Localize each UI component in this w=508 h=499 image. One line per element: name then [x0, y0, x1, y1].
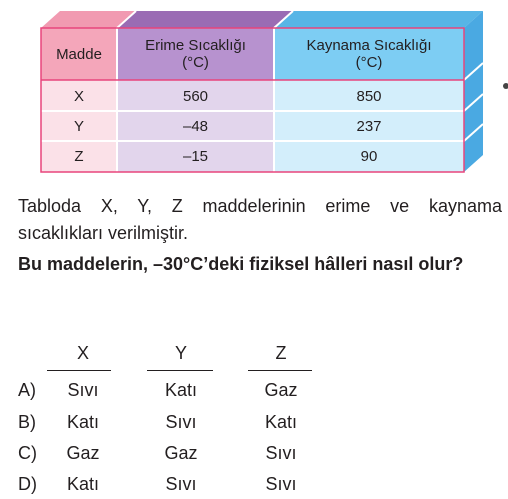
option-value: Sıvı [265, 443, 297, 463]
question-stem [18, 193, 502, 247]
table-top-face-kaynama [274, 11, 483, 28]
table-cell: 237 [356, 117, 382, 135]
stem-line-2: sıcaklıkları verilmiştir. [18, 223, 189, 243]
table-cell: X [73, 87, 84, 105]
option-value: Sıvı [165, 474, 197, 494]
table-cell: 560 [182, 87, 209, 105]
table-cell: Z [74, 148, 84, 165]
option-col-header-z: Z [275, 343, 287, 363]
table-right-face [464, 11, 483, 172]
option-col-rule-z [248, 370, 312, 371]
option-value: Sıvı [67, 380, 99, 400]
question-text: Bu maddelerin, –30°C’deki fiziksel hâlleri nasıl olur? [18, 254, 464, 274]
option-value: Gaz [164, 443, 198, 463]
option-value: Katı [264, 412, 298, 432]
table-cell: –48 [182, 117, 209, 135]
option-value: Katı [66, 474, 100, 494]
table-cell: 850 [356, 87, 382, 105]
option-col-rule-y [147, 370, 213, 371]
option-value: Gaz [264, 380, 298, 400]
option-value: Sıvı [165, 412, 197, 432]
option-d[interactable] [18, 471, 318, 497]
table-cell: –15 [182, 148, 209, 165]
option-col-header-x: X [76, 343, 89, 363]
bullet-dot-icon [503, 83, 508, 89]
table-cell: Y [73, 117, 84, 135]
table-header-erime: Erime Sıcaklığı (°C) [145, 37, 246, 71]
stem-line-1: Tabloda X, Y, Z maddelerinin erime ve kaynama [18, 196, 502, 216]
option-letter: C) [18, 443, 37, 463]
option-value: Katı [164, 380, 198, 400]
option-letter: D) [18, 474, 37, 494]
table-header-madde: Madde [56, 45, 102, 63]
option-value: Gaz [66, 443, 100, 463]
option-c[interactable] [18, 440, 318, 466]
option-letter: B) [18, 412, 36, 432]
table-top-face-erime [117, 11, 293, 28]
option-b[interactable] [18, 409, 318, 435]
option-a[interactable] [18, 377, 318, 403]
table-cell: 90 [360, 148, 378, 165]
option-value: Katı [66, 412, 100, 432]
table-header-kaynama: Kaynama Sıcaklığı (°C) [306, 37, 432, 71]
option-value: Sıvı [265, 474, 297, 494]
option-letter: A) [18, 380, 36, 400]
option-col-rule-x [47, 370, 111, 371]
option-col-header-y: Y [174, 343, 187, 363]
